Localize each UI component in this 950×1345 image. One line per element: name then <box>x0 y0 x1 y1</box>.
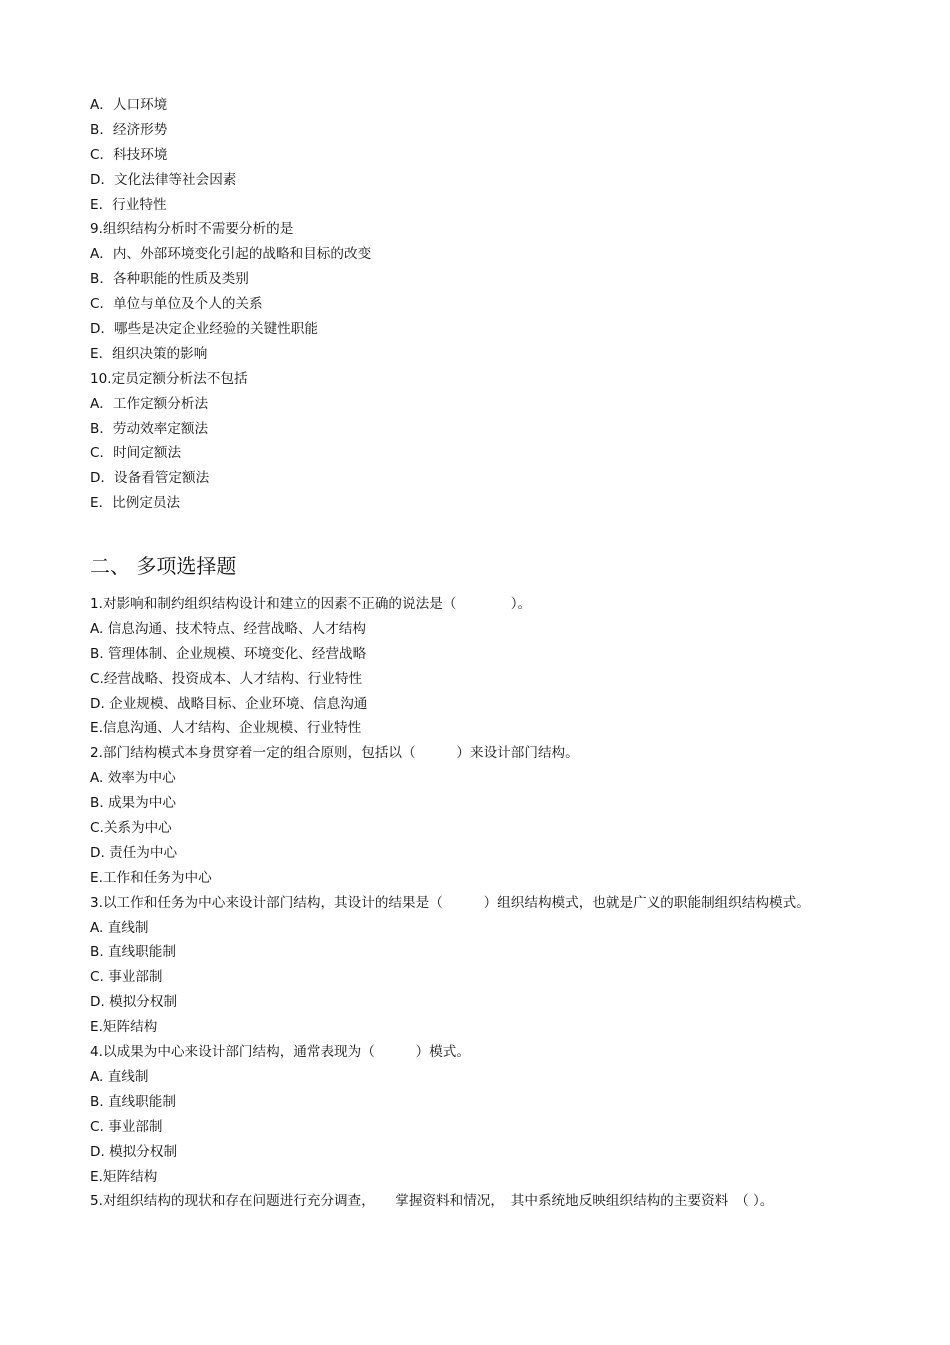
question-10: 10.定员定额分析法不包括 <box>90 370 248 387</box>
option-c: C．科技环境 <box>90 146 168 163</box>
option-d: D．设备看管定额法 <box>90 470 210 487</box>
option-d: D. 模拟分权制 <box>90 1143 178 1160</box>
question-5: 5.对组织结构的现状和存在问题进行充分调查， 掌握资料和情况， 其中系统地反映组织结构的主要资料 （ ）。 <box>90 1193 774 1210</box>
option-b: B．劳动效率定额法 <box>90 420 209 437</box>
option-b: B. 管理体制、企业规模、环境变化、经营战略 <box>90 645 367 662</box>
option-d: D. 企业规模、战略目标、企业环境、信息沟通 <box>90 695 368 712</box>
option-b: B. 直线职能制 <box>90 1093 176 1110</box>
option-c: C．单位与单位及个人的关系 <box>90 296 263 313</box>
section-heading: 二、 多项选择题 <box>90 554 237 578</box>
question-9: 9.组织结构分析时不需要分析的是 <box>90 221 294 238</box>
option-a: A. 信息沟通、技术特点、经营战略、人才结构 <box>90 620 366 637</box>
option-a: A．内、外部环境变化引起的战略和目标的改变 <box>90 246 372 263</box>
option-c: C．时间定额法 <box>90 445 182 462</box>
question-2: 2.部门结构模式本身贯穿着一定的组合原则，包括以（ ）来设计部门结构。 <box>90 745 579 762</box>
option-b: B. 成果为中心 <box>90 795 176 812</box>
option-c: C.经营战略、投资成本、人才结构、行业特性 <box>90 670 363 687</box>
part2-list <box>90 592 870 1214</box>
question-1: 1.对影响和制约组织结构设计和建立的因素不正确的说法是（ ）。 <box>90 596 532 612</box>
option-b: B. 直线职能制 <box>90 944 176 961</box>
option-e: E.信息沟通、人才结构、企业规模、行业特性 <box>90 720 362 737</box>
option-e: E．比例定员法 <box>90 495 181 512</box>
question-4: 4.以成果为中心来设计部门结构，通常表现为（ ）模式。 <box>90 1044 470 1061</box>
option-d: D．哪些是决定企业经验的关键性职能 <box>90 321 318 338</box>
option-a: A. 直线制 <box>90 1068 149 1085</box>
option-b: B．经济形势 <box>90 121 168 138</box>
option-c: C.关系为中心 <box>90 820 172 837</box>
option-a: A．人口环境 <box>90 97 168 113</box>
part1-list <box>90 93 870 516</box>
option-a: A. 直线制 <box>90 919 149 936</box>
option-a: A．工作定额分析法 <box>90 395 209 412</box>
option-d: D．文化法律等社会因素 <box>90 171 237 188</box>
option-c: C. 事业部制 <box>90 1118 163 1135</box>
option-e: E．组织决策的影响 <box>90 345 208 362</box>
option-b: B．各种职能的性质及类别 <box>90 271 249 288</box>
option-d: D. 责任为中心 <box>90 844 178 861</box>
option-e: E.工作和任务为中心 <box>90 869 212 886</box>
question-3: 3.以工作和任务为中心来设计部门结构，其设计的结果是（ ）组织结构模式，也就是广义的职能制组织结构模式。 <box>90 894 810 911</box>
option-c: C. 事业部制 <box>90 969 163 986</box>
option-a: A. 效率为中心 <box>90 770 176 787</box>
option-d: D. 模拟分权制 <box>90 994 178 1011</box>
option-e: E．行业特性 <box>90 196 167 213</box>
option-e: E.矩阵结构 <box>90 1019 158 1036</box>
option-e: E.矩阵结构 <box>90 1168 158 1185</box>
